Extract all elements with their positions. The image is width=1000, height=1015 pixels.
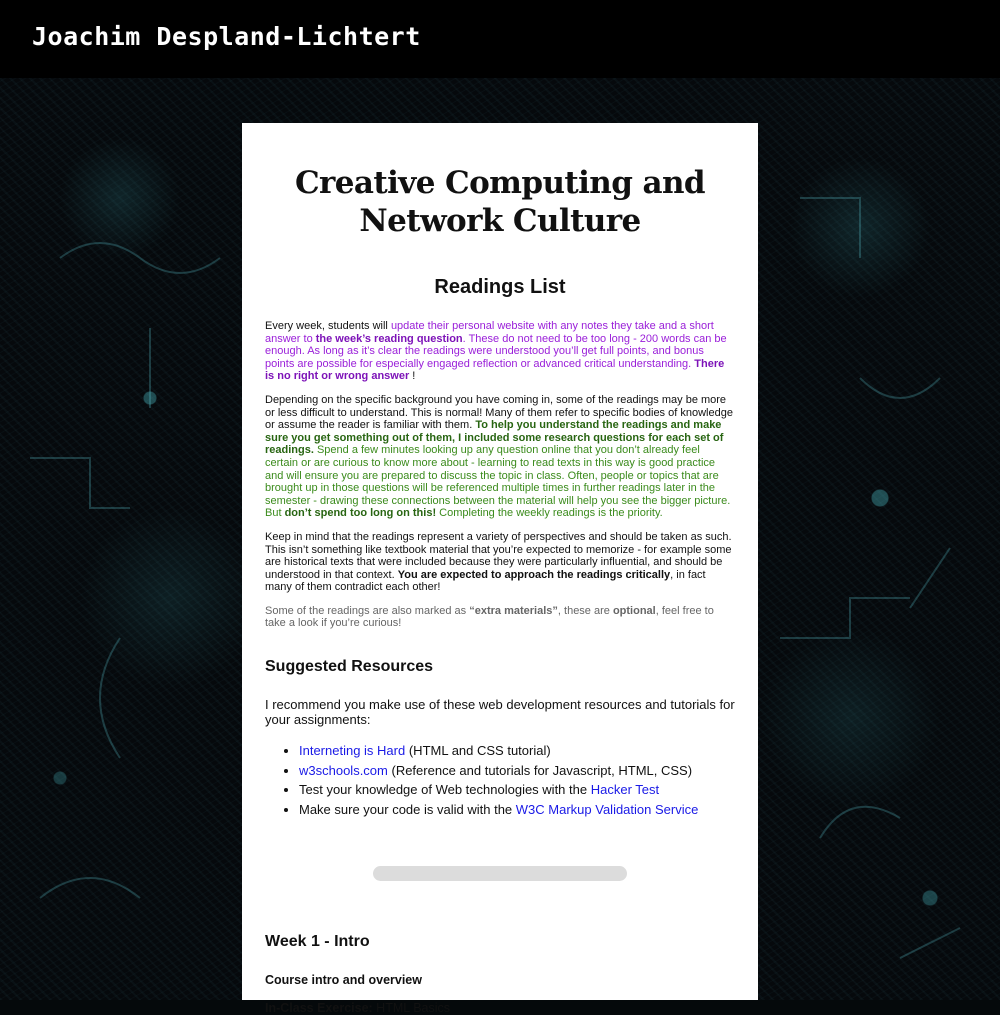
p4-text-2: “extra materials” (469, 604, 558, 617)
hacker-test-link[interactable]: Hacker Test (590, 782, 660, 798)
exercise-value: HTML Basics (372, 1001, 451, 1015)
resource-item-w3schools (299, 761, 735, 781)
week-1-heading: Week 1 - Intro (265, 933, 370, 951)
p4-text-4: optional (612, 604, 656, 617)
p2-text-5: Completing the weekly readings is the priority. (436, 507, 663, 520)
resource-post-text: (HTML and CSS tutorial) (405, 743, 551, 759)
resource-pre-text: Test your knowledge of Web technologies with the (299, 782, 591, 798)
intro-paragraph-3 (265, 531, 735, 594)
site-title[interactable]: Joachim Despland-Lichtert (32, 22, 421, 51)
w3schools-link[interactable]: w3schools.com (299, 762, 388, 778)
exercise-label: In-Class Exercise: (265, 1001, 373, 1015)
resources-list (265, 741, 735, 819)
resource-item-hacker-test (299, 780, 735, 800)
p4-text-3: , these are (557, 604, 613, 617)
content-card (242, 123, 758, 1015)
intro-paragraph-1 (265, 320, 735, 383)
resource-post-text: (Reference and tutorials for Javascript, HTML, CSS) (387, 762, 693, 778)
course-title: Creative Computing and Network Culture (294, 165, 705, 239)
p2-text-4: don’t spend too long on this! (284, 507, 437, 520)
p4-text-5: , feel free to take a look if you’re curious! (265, 604, 714, 630)
p3-text-3: , in fact many of them contradict each other! (265, 568, 706, 594)
p2-text-2: To help you understand the readings and make sure you get something out of them, I included some research questions for each set of readings. (265, 419, 724, 457)
p1-text-2: update their personal website with any notes they take and a short answer to (265, 320, 714, 345)
resources-intro: I recommend you make use of these web development resources and tutorials for your assignments: (265, 697, 735, 728)
resource-item-w3c-validator (299, 800, 735, 820)
intro-paragraph-2 (265, 394, 735, 520)
p2-text-1: Depending on the specific background you have coming in, some of the readings may be more or less difficult to understand. This is normal! Many of them refer to specific bodies of knowledge or assume the reader is familiar with them. (265, 393, 733, 432)
p1-text-3: the week’s reading question (315, 332, 463, 345)
week-1-subtitle: Course intro and overview (265, 973, 422, 988)
intro-paragraph-4 (265, 605, 735, 630)
p1-text-4: . These do not need to be too long - 200 words can be enough. As long as it’s clear the readings were understood you’ll get full points, and bonus points are possible for especially engaged reflection or advanced critical understanding. (265, 332, 727, 370)
suggested-resources-heading: Suggested Resources (265, 658, 434, 676)
top-bar (0, 0, 1000, 78)
p2-text-3: Spend a few minutes looking up any question online that you don’t already feel certain or are curious to know more about - learning to read texts in this way is good practice and will ensure you are prepared to discuss the topic in class. Often, people or topics that are brought up in those questions will be referenced multiple times in further readings later in the semester - drawing these connections between the material will help you see the bigger picture. But (265, 444, 731, 520)
interneting-is-hard-link[interactable]: Interneting is Hard (299, 743, 406, 759)
p1-text-1: Every week, students will (265, 320, 391, 332)
readings-list-heading: Readings List (434, 276, 566, 298)
p3-text-1: Keep in mind that the readings represent a variety of perspectives and should be taken as such. This isn’t something like textbook material that you’re expected to memorize - for example some are historical texts that were included because they were particularly influential, and should be understood in that context. (265, 530, 732, 581)
p4-text-1: Some of the readings are also marked as (265, 604, 470, 617)
resource-item-interneting (299, 741, 735, 761)
w3c-validator-link[interactable]: W3C Markup Validation Service (515, 801, 699, 817)
p1-text-6: ! (409, 370, 416, 383)
p1-text-5: There is no right or wrong answer (265, 357, 725, 383)
p3-text-2: You are expected to approach the readings critically (397, 568, 671, 581)
resource-pre-text: Make sure your code is valid with the (299, 801, 516, 817)
section-divider (373, 866, 627, 881)
week-1-exercise (265, 1001, 735, 1015)
